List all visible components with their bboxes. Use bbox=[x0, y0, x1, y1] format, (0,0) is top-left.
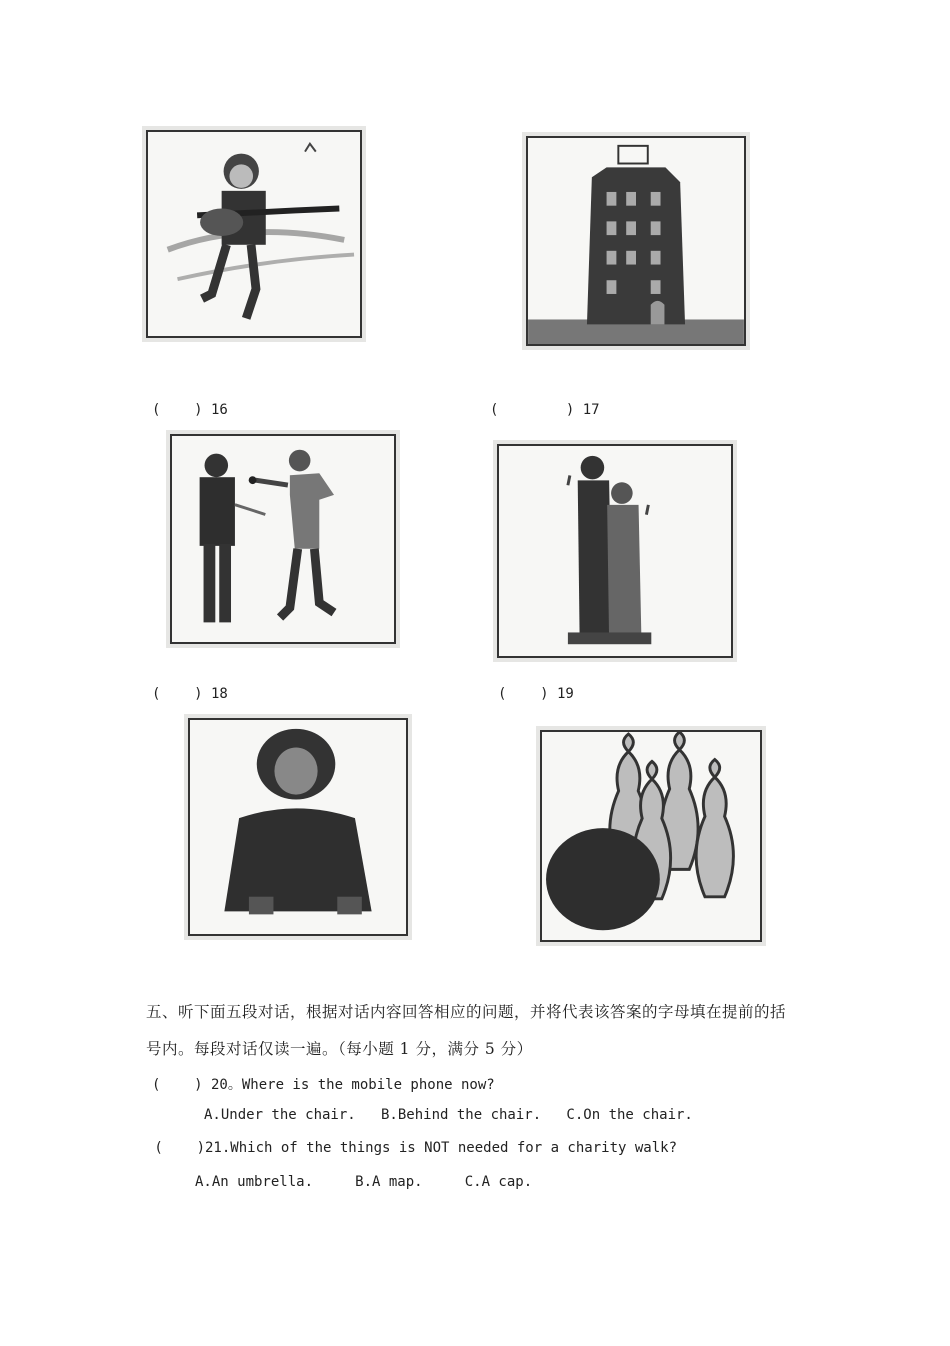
question-21-options: A.An umbrella. B.A map. C.A cap. bbox=[195, 1174, 533, 1190]
section-5-heading-line-2: 号内。每段对话仅读一遍。（每小题 1 分，满分 5 分） bbox=[146, 1040, 533, 1058]
question-20-options: A.Under the chair. B.Behind the chair. C.On the chair. bbox=[204, 1107, 693, 1123]
boy-playing-guitar-illustration bbox=[148, 132, 360, 336]
tower-building-picture bbox=[526, 136, 746, 346]
question-21-stem: ( )21.Which of the things is NOT needed for a charity walk? bbox=[146, 1140, 678, 1156]
question-19-label: ( ) 19 bbox=[498, 686, 574, 702]
section-5-heading-line-1: 五、听下面五段对话，根据对话内容回答相应的问题，并将代表该答案的字母填在提前的括 bbox=[146, 1003, 787, 1021]
question-16-label: ( ) 16 bbox=[152, 402, 228, 418]
man-with-curly-hair-illustration bbox=[190, 720, 406, 934]
man-with-curly-hair-picture bbox=[188, 718, 408, 936]
bowling-illustration bbox=[542, 732, 760, 940]
interview-illustration bbox=[172, 436, 394, 642]
two-people-standing-picture bbox=[497, 444, 733, 658]
question-17-label: ( ) 17 bbox=[490, 402, 600, 418]
question-18-label: ( ) 18 bbox=[152, 686, 228, 702]
boy-playing-guitar-picture bbox=[146, 130, 362, 338]
interview-picture bbox=[170, 434, 396, 644]
question-20-stem: ( ) 20。Where is the mobile phone now? bbox=[152, 1077, 495, 1093]
two-people-standing-illustration bbox=[499, 446, 731, 656]
tower-building-illustration bbox=[528, 138, 744, 344]
bowling-picture bbox=[540, 730, 762, 942]
